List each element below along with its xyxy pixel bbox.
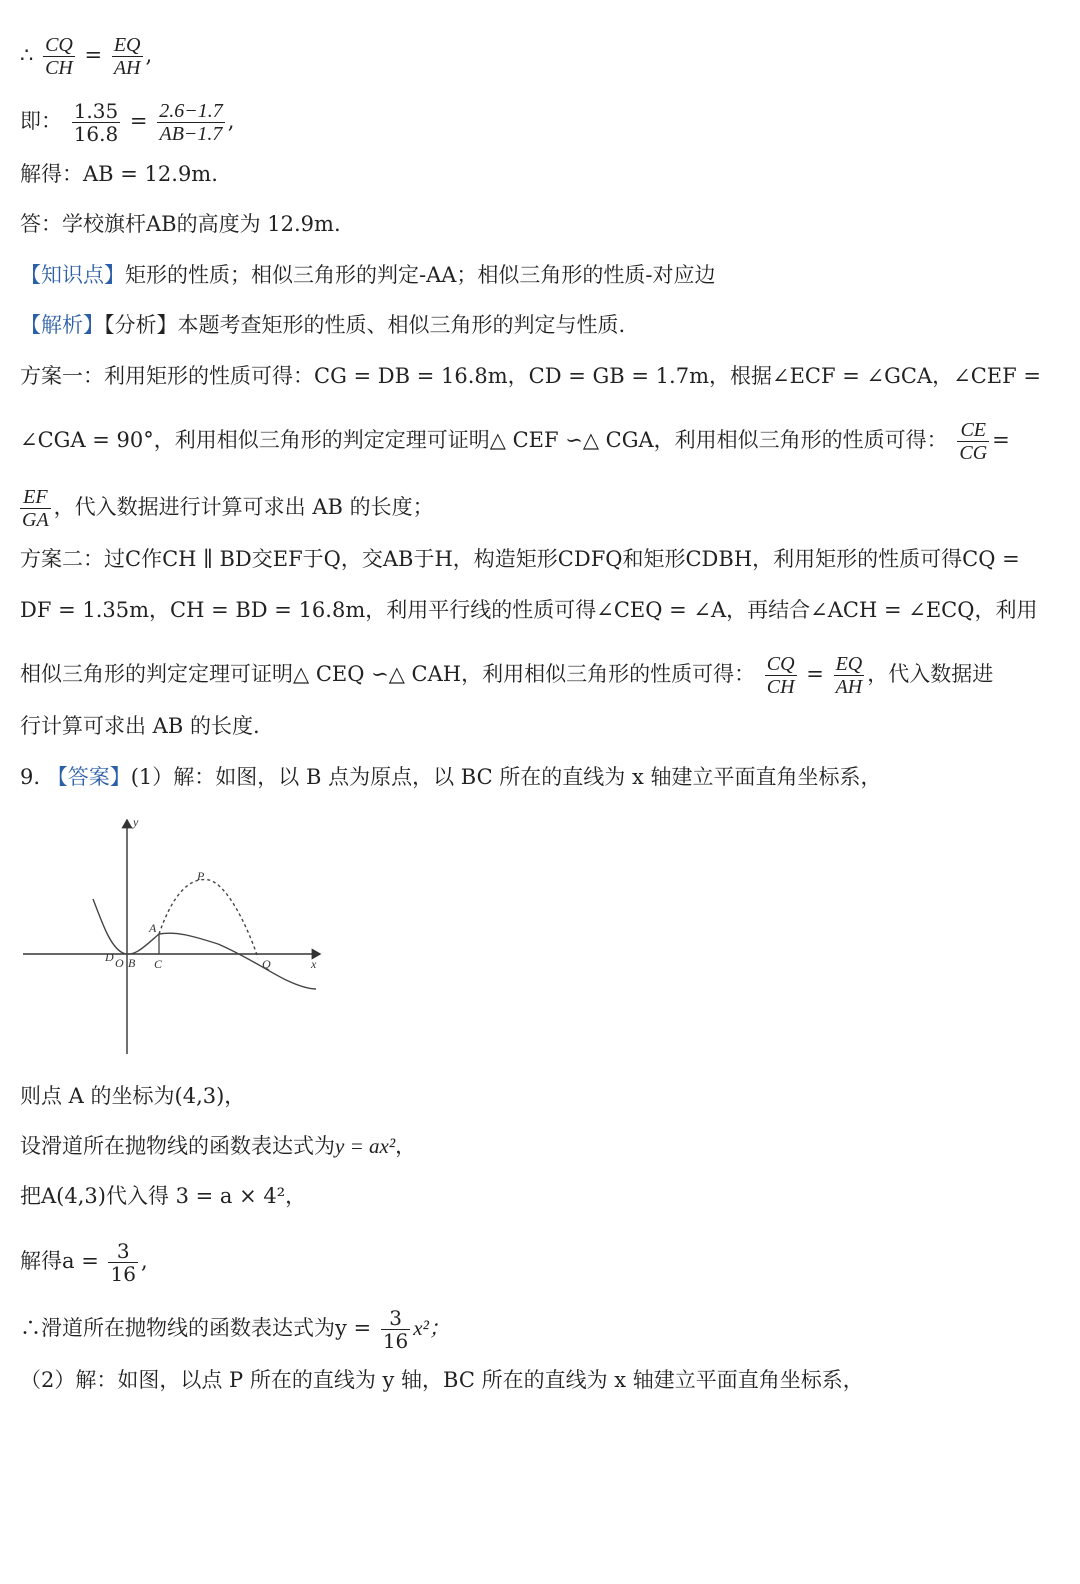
fraction-1-35-16-8: $\frac{1.35}{16.8}$	[73, 99, 119, 146]
dashed-trajectory	[159, 880, 258, 958]
plan-two-line-3: 相似三角形的判定定理可证明△ CEQ ∽△ CAH，利用相似三角形的性质可得： $\frac{CQ}{CH}$ = $\frac{EQ}{AH}$ ，代入数据进	[20, 653, 994, 698]
fraction-3-16: $\frac{3}{16}$	[110, 1239, 136, 1286]
fraction-ce-cg: $\frac{CE}{CG}$	[959, 419, 988, 464]
fraction-ef-ga: $\frac{EF}{GA}$	[22, 486, 49, 531]
fraction-cq-ch: $\frac{CQ}{CH}$	[45, 34, 73, 79]
fraction-eq-ah: $\frac{EQ}{AH}$	[113, 34, 141, 79]
question-9-line: 9. 【答案】(1）解：如图，以 B 点为原点，以 BC 所在的直线为 x 轴建立平面直角坐标系，	[20, 765, 882, 789]
function-result-line: ∴滑道所在抛物线的函数表达式为y = $\frac{3}{16}$ x²；	[20, 1306, 450, 1353]
label-y: y	[133, 815, 139, 829]
equation-line-2: 即： $\frac{1.35}{16.8}$ = $\frac{2.6-1.7}{AB-1.7}$ ,	[20, 99, 235, 146]
label-d: D	[105, 950, 114, 964]
question-number: 9.	[20, 765, 41, 789]
label-p: P	[197, 869, 205, 883]
plan-one-line-1: 方案一：利用矩形的性质可得：CG = DB = 16.8m，CD = GB = 1.7m，根据∠ECF = ∠GCA，∠CEF =	[20, 364, 1041, 388]
coordinate-graph	[18, 812, 328, 1060]
fraction-cq-ch-2: $\frac{CQ}{CH}$	[766, 653, 795, 698]
part-two-line: （2）解：如图，以点 P 所在的直线为 y 轴，BC 所在的直线为 x 轴建立平面直角坐标系，	[20, 1368, 864, 1392]
label-o: O	[115, 956, 124, 970]
label-q: Q	[262, 957, 271, 971]
therefore-symbol: ∴	[20, 43, 34, 67]
plan-two-line-4: 行计算可求出 AB 的长度.	[20, 714, 260, 738]
substitution-line: 把A(4,3)代入得 3 = a × 4²，	[20, 1184, 307, 1208]
knowledge-point-line: 【知识点】矩形的性质；相似三角形的判定-AA；相似三角形的性质-对应边	[20, 263, 716, 287]
knowledge-point-tag: 【知识点】	[20, 263, 125, 287]
label-x: x	[311, 957, 317, 971]
equation-line-1: ∴ $\frac{CQ}{CH}$ = $\frac{EQ}{AH}$ ,	[20, 34, 153, 79]
answer-tag: 【答案】	[46, 765, 131, 789]
function-setup-line: 设滑道所在抛物线的函数表达式为y = ax²，	[20, 1134, 417, 1158]
plan-two-line-1: 方案二：过C作CH ∥ BD交EF于Q，交AB于H，构造矩形CDFQ和矩形CDBH，利用矩形的性质可得CQ =	[20, 547, 1020, 571]
fraction-3-16-2: $\frac{3}{16}$	[382, 1306, 409, 1353]
plan-two-line-2: DF = 1.35m，CH = BD = 16.8m，利用平行线的性质可得∠CEQ = ∠A，再结合∠ACH = ∠ECQ，利用	[20, 598, 1038, 622]
plan-one-line-3: $\frac{EF}{GA}$ ，代入数据进行计算可求出 AB 的长度；	[22, 486, 434, 531]
analysis-line: 【解析】【分析】本题考查矩形的性质、相似三角形的判定与性质.	[20, 313, 626, 337]
plan-one-line-2: ∠CGA = 90°，利用相似三角形的判定定理可证明△ CEF ∽△ CGA，利用相似三角形的性质可得： $\frac{CE}{CG}$ =	[20, 419, 1010, 464]
solve-a-line: 解得a = $\frac{3}{16}$ ,	[20, 1239, 148, 1286]
label-a: A	[149, 921, 157, 935]
analysis-tag: 【解析】	[20, 313, 104, 337]
fraction-ab-expression: $\frac{2.6-1.7}{AB-1.7}$	[159, 100, 223, 145]
label-b: B	[128, 956, 136, 970]
solution-line: 解得：AB = 12.9m.	[20, 162, 218, 186]
point-a-line: 则点 A 的坐标为(4,3)，	[20, 1084, 246, 1108]
fraction-eq-ah-2: $\frac{EQ}{AH}$	[835, 653, 863, 698]
label-c: C	[154, 957, 163, 971]
answer-line: 答：学校旗杆AB的高度为 12.9m.	[20, 212, 341, 236]
